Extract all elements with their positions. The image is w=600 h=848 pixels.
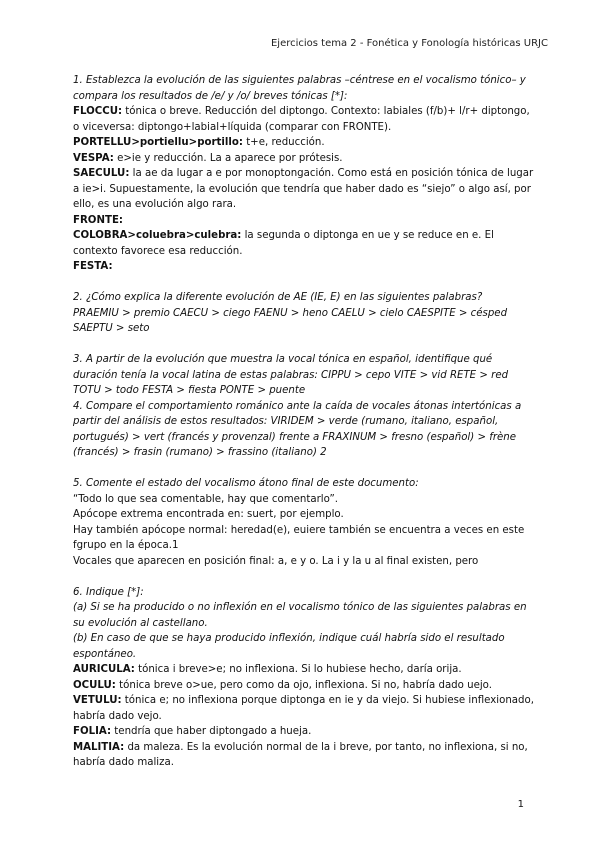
question-2-prompt: 2. ¿Cómo explica la diferente evolución de AE (IE, E) en las siguientes palabras? bbox=[73, 292, 483, 303]
answer-auricula-text: tónica i breve>e; no inflexiona. Si lo hubiese hecho, daría orija. bbox=[134, 664, 462, 675]
question-5-prompt: 5. Comente el estado del vocalismo átono final de este documento: bbox=[73, 478, 419, 489]
answer-vetulu-text: tónica e; no inflexiona porque diptonga en ie y da viejo. Si hubiese inflexionado, habría dado vejo. bbox=[73, 695, 534, 722]
answer-colobra bbox=[73, 228, 535, 259]
question-6-prompt: 6. Indique [*]: bbox=[73, 586, 144, 598]
answer-vespa-text: e>ie y reducción. La a aparece por prótesis. bbox=[113, 152, 343, 164]
answer-folia-text: tendría que haber diptongado a hueja. bbox=[111, 726, 312, 737]
question-5-quote: “Todo lo que sea comentable, hay que comentarlo”. bbox=[73, 493, 339, 505]
term-auricula: AURICULA: bbox=[73, 664, 135, 675]
page-number: 1 bbox=[517, 799, 524, 810]
spacer bbox=[73, 337, 535, 353]
document-body bbox=[73, 73, 535, 771]
spacer bbox=[73, 461, 535, 477]
answer-vetulu bbox=[73, 693, 535, 724]
page-header: Ejercicios tema 2 - Fonética y Fonología históricas URJC bbox=[270, 38, 548, 49]
term-fronte: FRONTE: bbox=[73, 214, 123, 226]
answer-malitia bbox=[73, 740, 535, 771]
answer-portellu-text: t+e, reducción. bbox=[242, 137, 325, 148]
answer-portellu bbox=[73, 135, 535, 151]
answer-floccu bbox=[73, 104, 535, 135]
answer-saeculu bbox=[73, 166, 535, 213]
term-saeculu: SAECULU: bbox=[73, 168, 130, 179]
answer-floccu-text: tónica o breve. Reducción del diptongo. Contexto: labiales (f/b)+ l/r+ diptongo, o viceversa: diptongo+labial+líquida (comparar con FRONTE). bbox=[73, 106, 530, 133]
question-2-words: PRAEMIU > premio CAECU > ciego FAENU > heno CAELU > cielo CAESPITE > césped SAEPTU > seto bbox=[73, 307, 508, 334]
term-malitia: MALITIA: bbox=[73, 741, 125, 753]
answer-malitia-text: da maleza. Es la evolución normal de la i breve, por tanto, no inflexiona, si no, habría dado maliza. bbox=[73, 741, 528, 768]
term-vespa: VESPA: bbox=[73, 152, 114, 164]
term-vetulu: VETULU: bbox=[73, 695, 122, 706]
question-4-prompt: 4. Compare el comportamiento románico ante la caída de vocales átonas intertónicas a partir del análisis de estos resultados: VIRIDEM > verde (rumano, italiano, español, portugués) > vert (francés y provenzal) frente a FRAXINUM > fresno (español) > frène (francés) > frasin (rumano) > frassino (italiano) 2 bbox=[73, 400, 522, 458]
question-5-line-1: Apócope extrema encontrada en: suert, por ejemplo. bbox=[73, 509, 344, 520]
spacer bbox=[73, 569, 535, 585]
term-portellu: PORTELLU>portiellu>portillo: bbox=[73, 137, 243, 148]
question-6-part-a: (a) Si se ha producido o no inflexión en el vocalismo tónico de las siguientes palabras en su evolución al castellano. bbox=[73, 602, 527, 629]
question-6-part-b: (b) En caso de que se haya producido inflexión, indique cuál habría sido el resultado espontáneo. bbox=[73, 633, 505, 660]
term-festa: FESTA: bbox=[73, 261, 113, 272]
answer-folia bbox=[73, 724, 535, 740]
term-oculu: OCULU: bbox=[73, 679, 116, 691]
answer-auricula bbox=[73, 662, 535, 678]
answer-colobra-text: la segunda o diptonga en ue y se reduce en e. El contexto favorece esa reducción. bbox=[73, 230, 494, 257]
term-floccu: FLOCCU: bbox=[73, 106, 123, 117]
question-1-prompt: 1. Establezca la evolución de las siguientes palabras –céntrese en el vocalismo tónico– y compara los resultados de /e/ y /o/ breves tónicas [*]: bbox=[73, 75, 526, 102]
term-folia: FOLIA: bbox=[73, 726, 112, 737]
question-3-prompt: 3. A partir de la evolución que muestra la vocal tónica en español, identifique qué duración tenía la vocal latina de estas palabras: CIPPU > cepo VITE > vid RETE > red TOTU > todo FESTA > fiesta PONTE > puente bbox=[73, 354, 509, 396]
answer-vespa bbox=[73, 151, 535, 167]
question-5-line-3: Vocales que aparecen en posición final: a, e y o. La i y la u al final existen, pero bbox=[73, 555, 479, 567]
answer-saeculu-text: la ae da lugar a e por monoptongación. Como está en posición tónica de lugar a ie>i. Supuestamente, la evolución que tendría que haber dado es “siejo” o algo así, por ello, es una evolución algo rara. bbox=[73, 168, 534, 210]
term-colobra: COLOBRA>coluebra>culebra: bbox=[73, 230, 242, 241]
spacer bbox=[73, 275, 535, 291]
answer-oculu bbox=[73, 678, 535, 694]
answer-oculu-text: tónica breve o>ue, pero como da ojo, inflexiona. Si no, habría dado uejo. bbox=[115, 679, 492, 691]
question-5-line-2: Hay también apócope normal: heredad(e), euiere también se encuentra a veces en este fgrupo en la época.1 bbox=[73, 524, 525, 551]
